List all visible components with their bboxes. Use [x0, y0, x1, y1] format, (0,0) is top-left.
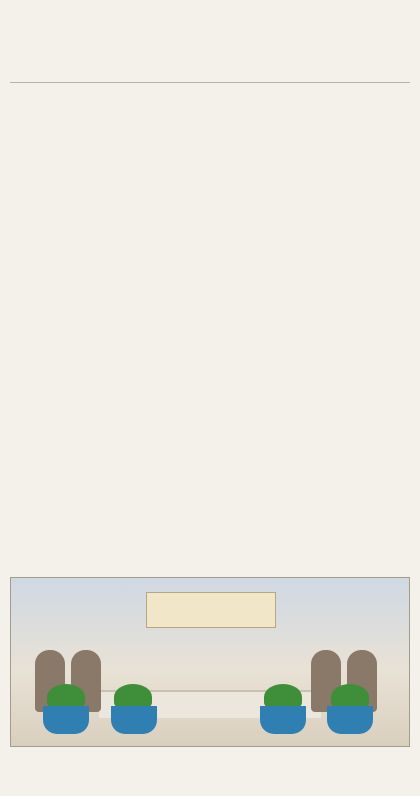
body-column-right: [214, 89, 410, 569]
pot-icon: [43, 706, 89, 734]
article-body: [10, 89, 410, 569]
stage-banner: [146, 592, 275, 628]
body-paragraph: [10, 95, 206, 108]
body-paragraph: [10, 132, 206, 145]
body-paragraph: [10, 114, 206, 127]
body-column-left: [10, 89, 206, 569]
photo-caption: [10, 753, 410, 766]
pot-icon: [327, 706, 373, 734]
pot-icon: [260, 706, 306, 734]
body-paragraph: [214, 108, 410, 121]
news-photo: [10, 577, 410, 747]
body-paragraph: [214, 89, 410, 102]
body-paragraph: [214, 126, 410, 139]
pot-icon: [111, 706, 157, 734]
headline: [10, 8, 410, 83]
